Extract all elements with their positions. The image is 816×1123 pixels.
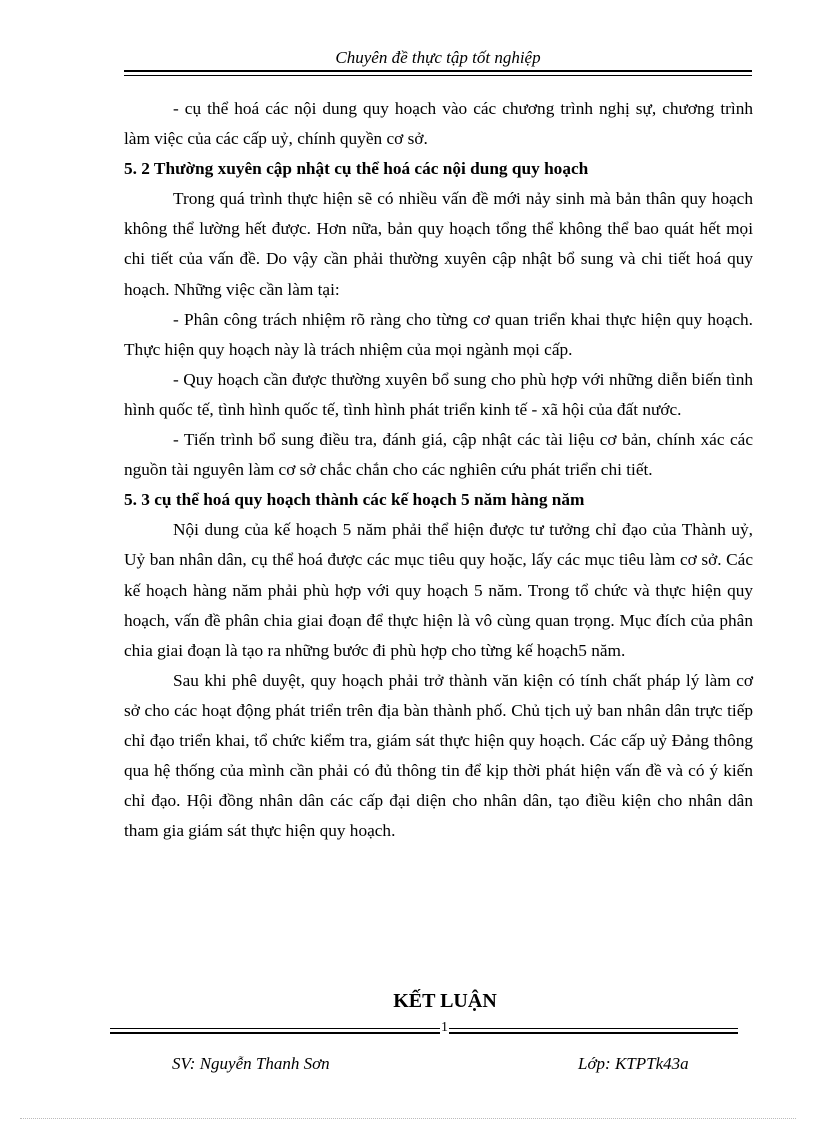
paragraph: - Tiến trình bổ sung điều tra, đánh giá, cập nhật các tài liệu cơ bản, chính xác các nguồn tài nguyên làm cơ sở chắc chắn cho các nghiên cứu phát triển chi tiết. [124,430,753,480]
page-edge-dotted-line [20,1118,796,1119]
conclusion-heading: KẾT LUẬN [393,990,497,1012]
paragraph: - cụ thể hoá các nội dung quy hoạch vào các chương trình nghị sự, chương trình làm việc của các cấp uỷ, chính quyền cơ sở. [124,99,753,149]
document-body [124,94,753,846]
footer-class: Lớp: KTPTk43a [578,1054,689,1073]
footer-student: SV: Nguyễn Thanh Sơn [172,1054,330,1073]
page-header: Chuyên đề thực tập tốt nghiệp [335,48,541,67]
paragraph: Trong quá trình thực hiện sẽ có nhiều vấn đề mới nảy sinh mà bản thân quy hoạch không thể lường hết được. Hơn nữa, bản quy hoạch tổng thể không thể bao quát hết mọi chi tiết của vấn đề. Do vậy cần phải thường xuyên cập nhật bổ sung và chi tiết hoá quy hoạch. Những việc cần làm tại: [124,189,753,299]
section-heading: 5. 3 cụ thể hoá quy hoạch thành các kế hoạch 5 năm hàng năm [124,490,585,510]
header-rule [124,70,752,76]
paragraph: - Quy hoạch cần được thường xuyên bổ sung cho phù hợp với những diễn biến tình hình quốc tế, tình hình quốc tế, tình hình phát triển kinh tế - xã hội của đất nước. [124,369,753,419]
page-number: 1 [441,1020,448,1035]
section-heading: 5. 2 Thường xuyên cập nhật cụ thể hoá các nội dung quy hoạch [124,159,589,179]
footer-rule [110,1028,738,1034]
paragraph: Nội dung của kế hoạch 5 năm phải thể hiện được tư tưởng chỉ đạo của Thành uỷ, Uỷ ban nhân dân, cụ thể hoá được các mục tiêu quy hoặc, lấy các mục tiêu làm cơ sở. Các kế hoạch hàng năm phải phù hợp với quy hoạch 5 năm. Trong tổ chức và thực hiện quy hoạch, vấn đề phân chia giai đoạn để thực hiện là vô cùng quan trọng. Mục đích của phân chia giai đoạn là tạo ra những bước đi phù hợp cho từng kế hoạch5 năm. [124,520,753,660]
paragraph: - Phân công trách nhiệm rõ ràng cho từng cơ quan triển khai thực hiện quy hoạch. Thực hiện quy hoạch này là trách nhiệm của mọi ngành mọi cấp. [124,309,753,359]
paragraph: Sau khi phê duyệt, quy hoạch phải trở thành văn kiện có tính chất pháp lý làm cơ sở cho các hoạt động phát triển trên địa bàn thành phố. Chủ tịch uỷ ban nhân dân trực tiếp chỉ đạo triển khai, tổ chức kiểm tra, giám sát thực hiện quy hoạch. Các cấp uỷ Đảng thông qua hệ thống của mình cần phải có đủ thông tin để kịp thời phát hiện vấn đề và có ý kiến chỉ đạo. Hội đồng nhân dân các cấp đại diện cho nhân dân, tạo điều kiện cho nhân dân tham gia giám sát thực hiện quy hoạch. [124,670,753,841]
